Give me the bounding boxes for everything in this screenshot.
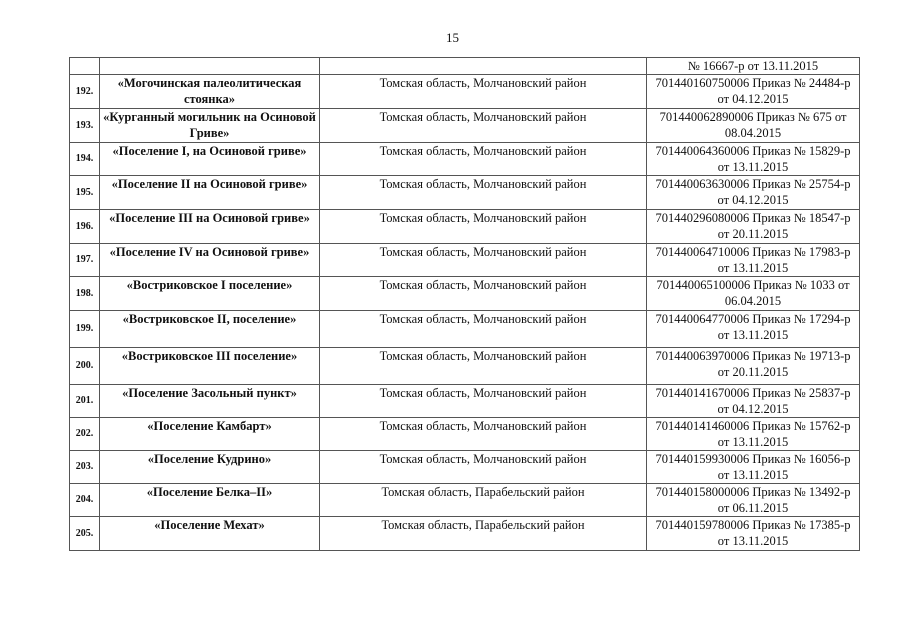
- row-number-cell: 199.: [70, 311, 100, 348]
- page-number: 15: [446, 30, 459, 45]
- location-cell: Томская область, Молчановский район: [320, 143, 647, 176]
- object-name-cell: «Поселение III на Осиновой гриве»: [100, 210, 320, 244]
- object-name-cell: «Поселение Кудрино»: [100, 451, 320, 484]
- object-name-cell: «Поселение Камбарт»: [100, 418, 320, 451]
- registry-doc-cell: 701440159930006 Приказ № 16056-р от 13.11.2015: [647, 451, 860, 484]
- row-number-cell: 201.: [70, 385, 100, 418]
- registry-doc-cell: 701440064770006 Приказ № 17294-р от 13.11.2015: [647, 311, 860, 348]
- row-number-cell: 205.: [70, 517, 100, 551]
- table-row: [70, 109, 860, 143]
- registry-doc-cell: 701440063970006 Приказ № 19713-р от 20.11.2015: [647, 348, 860, 385]
- table-row: [70, 348, 860, 385]
- location-cell: Томская область, Молчановский район: [320, 418, 647, 451]
- location-cell: Томская область, Молчановский район: [320, 277, 647, 311]
- row-number-cell: 196.: [70, 210, 100, 244]
- table-row: [70, 176, 860, 210]
- object-name-cell: «Востриковское II, поселение»: [100, 311, 320, 348]
- registry-doc-cell: 701440141460006 Приказ № 15762-р от 13.11.2015: [647, 418, 860, 451]
- table-row: [70, 385, 860, 418]
- registry-doc-cell: 701440296080006 Приказ № 18547-р от 20.11.2015: [647, 210, 860, 244]
- location-cell: Томская область, Молчановский район: [320, 109, 647, 143]
- registry-doc-cell: 701440064360006 Приказ № 15829-р от 13.11.2015: [647, 143, 860, 176]
- object-name-cell: «Поселение II на Осиновой гриве»: [100, 176, 320, 210]
- heritage-registry-table: [69, 57, 860, 551]
- object-name-cell: «Курганный могильник на Осиновой Гриве»: [100, 109, 320, 143]
- location-cell: Томская область, Парабельский район: [320, 517, 647, 551]
- table-row: [70, 517, 860, 551]
- registry-doc-cell: 701440062890006 Приказ № 675 от 08.04.2015: [647, 109, 860, 143]
- object-name-cell: «Востриковское I поселение»: [100, 277, 320, 311]
- object-name-cell: «Могочинская палеолитическая стоянка»: [100, 75, 320, 109]
- object-name-cell: «Востриковское III поселение»: [100, 348, 320, 385]
- row-number-cell: 195.: [70, 176, 100, 210]
- table-row: [70, 277, 860, 311]
- location-cell: Томская область, Молчановский район: [320, 176, 647, 210]
- location-cell: Томская область, Молчановский район: [320, 385, 647, 418]
- location-cell: Томская область, Молчановский район: [320, 75, 647, 109]
- registry-doc-cell: 701440141670006 Приказ № 25837-р от 04.12.2015: [647, 385, 860, 418]
- row-number-cell: 192.: [70, 75, 100, 109]
- registry-doc-cell: № 16667-р от 13.11.2015: [647, 58, 860, 75]
- table-row: [70, 418, 860, 451]
- row-number-cell: 203.: [70, 451, 100, 484]
- location-cell: Томская область, Молчановский район: [320, 348, 647, 385]
- table-row: [70, 210, 860, 244]
- location-cell: Томская область, Парабельский район: [320, 484, 647, 517]
- registry-doc-cell: 701440158000006 Приказ № 13492-р от 06.11.2015: [647, 484, 860, 517]
- table-row: [70, 484, 860, 517]
- object-name-cell: «Поселение Засольный пункт»: [100, 385, 320, 418]
- row-number-cell: 198.: [70, 277, 100, 311]
- location-cell: Томская область, Молчановский район: [320, 311, 647, 348]
- object-name-cell: «Поселение Мехат»: [100, 517, 320, 551]
- registry-table-body: [70, 58, 860, 551]
- object-name-cell: «Поселение IV на Осиновой гриве»: [100, 244, 320, 277]
- row-number-cell: 200.: [70, 348, 100, 385]
- location-cell: [320, 58, 647, 75]
- location-cell: Томская область, Молчановский район: [320, 244, 647, 277]
- table-row: [70, 143, 860, 176]
- row-number-cell: 194.: [70, 143, 100, 176]
- registry-doc-cell: 701440064710006 Приказ № 17983-р от 13.11.2015: [647, 244, 860, 277]
- table-row: [70, 451, 860, 484]
- row-number-cell: 202.: [70, 418, 100, 451]
- registry-doc-cell: 701440159780006 Приказ № 17385-р от 13.11.2015: [647, 517, 860, 551]
- location-cell: Томская область, Молчановский район: [320, 451, 647, 484]
- continuation-row: [70, 58, 860, 75]
- table-row: [70, 244, 860, 277]
- object-name-cell: [100, 58, 320, 75]
- registry-doc-cell: 701440160750006 Приказ № 24484-р от 04.12.2015: [647, 75, 860, 109]
- location-cell: Томская область, Молчановский район: [320, 210, 647, 244]
- row-number-cell: 197.: [70, 244, 100, 277]
- registry-doc-cell: 701440063630006 Приказ № 25754-р от 04.12.2015: [647, 176, 860, 210]
- registry-doc-cell: 701440065100006 Приказ № 1033 от 06.04.2015: [647, 277, 860, 311]
- object-name-cell: «Поселение I, на Осиновой гриве»: [100, 143, 320, 176]
- row-number-cell: 193.: [70, 109, 100, 143]
- row-number-cell: 204.: [70, 484, 100, 517]
- row-number-cell: [70, 58, 100, 75]
- table-row: [70, 311, 860, 348]
- table-row: [70, 75, 860, 109]
- object-name-cell: «Поселение Белка–II»: [100, 484, 320, 517]
